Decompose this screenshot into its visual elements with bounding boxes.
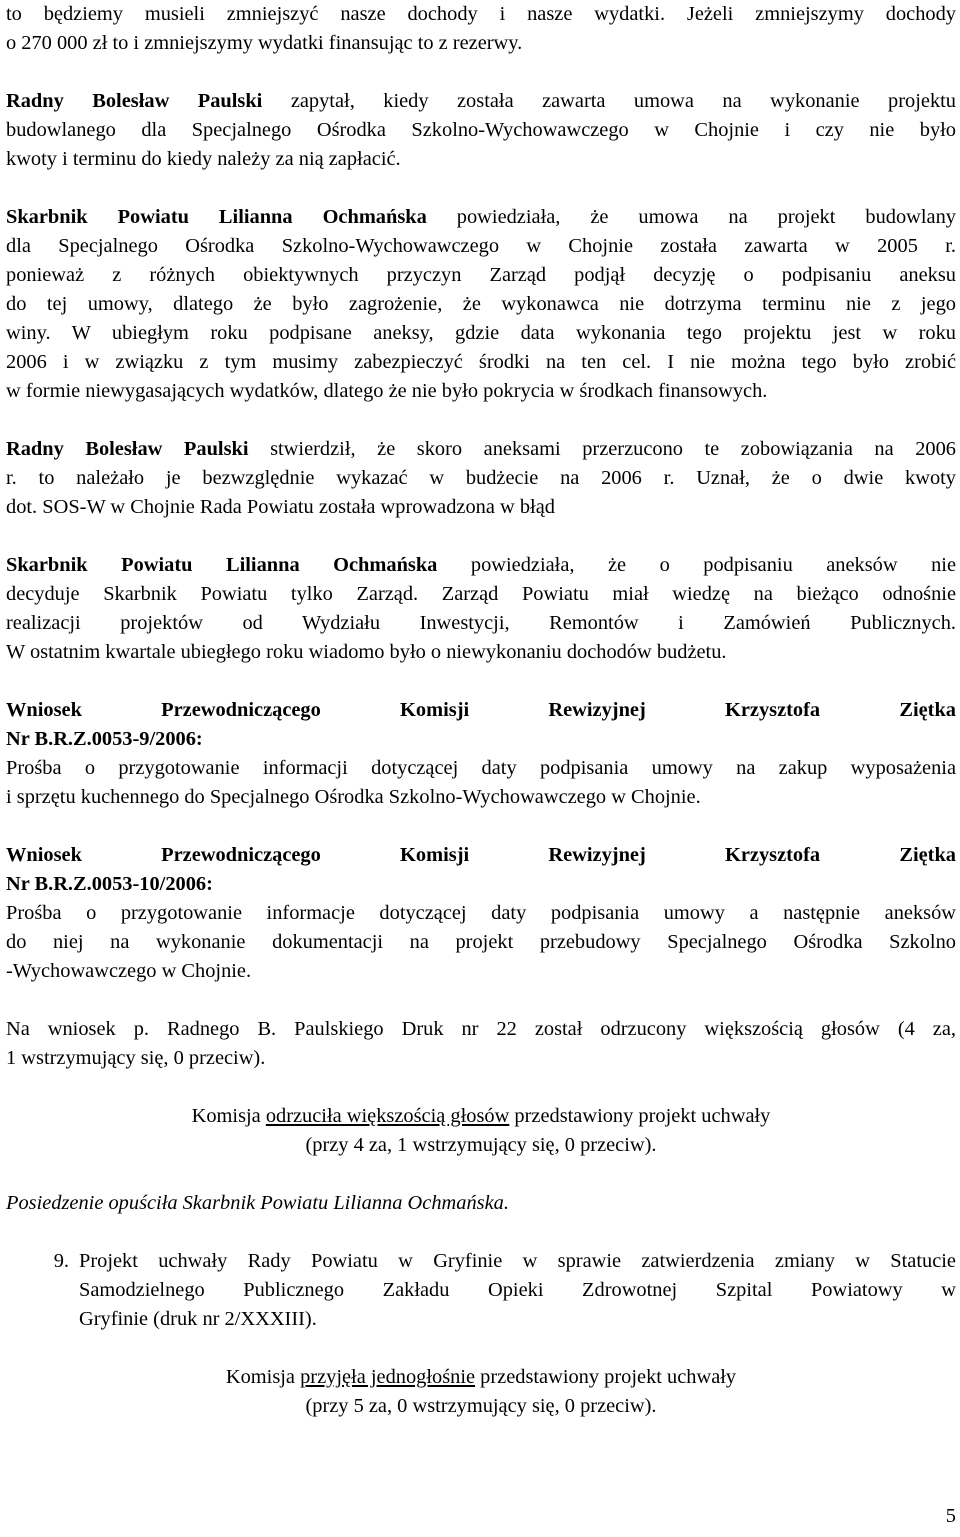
text-line: Komisja przyjęła jednogłośnie przedstawiony projekt uchwały: [225, 1366, 737, 1388]
text-line: Projekt uchwały Rady Powiatu w Gryfinie w sprawie zatwierdzenia zmiany w Statucie: [79, 1250, 956, 1272]
motion-9-2006: [6, 696, 956, 812]
motion-10-2006: [6, 841, 956, 986]
text-line: realizacji projektów od Wydziału Inwestycji, Remontów i Zamówień Publicznych.: [6, 612, 956, 634]
text-line: Samodzielnego Publicznego Zakładu Opieki Zdrowotnej Szpital Powiatowy w: [79, 1279, 956, 1301]
text-line: Prośba o przygotowanie informacji dotyczącej daty podpisania umowy na zakup wyposażenia: [6, 757, 956, 779]
text-line: to będziemy musieli zmniejszyć nasze dochody i nasze wydatki. Jeżeli zmniejszymy dochody: [6, 3, 956, 25]
vote-outcome: przyjęła jednogłośnie: [300, 1366, 476, 1388]
motion-number: Nr B.R.Z.0053-9/2006:: [6, 728, 203, 750]
vote-result-accepted: [6, 1363, 956, 1421]
text-line: Komisja odrzuciła większością głosów przedstawiony projekt uchwały: [191, 1105, 771, 1127]
text-line: (przy 4 za, 1 wstrzymujący się, 0 przeciw).: [305, 1134, 657, 1156]
text-line: Radny Bolesław Paulski stwierdził, że skoro aneksami przerzucono te zobowiązania na 2006: [6, 438, 956, 460]
motion-number: Nr B.R.Z.0053-10/2006:: [6, 873, 213, 895]
text-line: kwoty i terminu do kiedy należy za nią zapłacić.: [6, 148, 401, 170]
paragraph-ochmanska-annexes: [6, 551, 956, 667]
text-line: dla Specjalnego Ośrodka Szkolno-Wychowawczego w Chojnie została zawarta w 2005 r.: [6, 235, 956, 257]
text-line: W ostatnim kwartale ubiegłego roku wiadomo było o niewykonaniu dochodów budżetu.: [6, 641, 727, 663]
text-line: ponieważ z różnych obiektywnych przyczyn Zarząd podjął decyzję o podpisaniu aneksu: [6, 264, 956, 286]
motion-heading: Wniosek Przewodniczącego Komisji Rewizyjnej Krzysztofa Ziętka: [6, 699, 956, 721]
paragraph-druk-22-rejected: [6, 1015, 956, 1073]
text-line: 2006 i w związku z tym musimy zabezpieczyć środki na ten cel. I nie można tego było zrobić: [6, 351, 956, 373]
text-line: r. to należało je bezwzględnie wykazać w budżecie na 2006 r. Uznał, że o dwie kwoty: [6, 467, 956, 489]
text-line: -Wychowawczego w Chojnie.: [6, 960, 252, 982]
note-left-meeting: Posiedzenie opuściła Skarbnik Powiatu Lilianna Ochmańska.: [6, 1192, 509, 1214]
text-line: Skarbnik Powiatu Lilianna Ochmańska powiedziała, że umowa na projekt budowlany: [6, 206, 956, 228]
paragraph-paulski-statement: [6, 435, 956, 522]
paragraph-paulski-question: [6, 87, 956, 174]
text-line: do tej umowy, dlatego że było zagrożenie, że wykonawca nie dotrzyma terminu nie z jego: [6, 293, 956, 315]
text-line: w formie niewygasających wydatków, dlatego że nie było pokrycia w środkach finansowych.: [6, 380, 768, 402]
text-line: Radny Bolesław Paulski zapytał, kiedy została zawarta umowa na wykonanie projektu: [6, 90, 956, 112]
speaker-name: Radny Bolesław Paulski: [6, 90, 263, 112]
speaker-name: Skarbnik Powiatu Lilianna Ochmańska: [6, 206, 427, 228]
text-line: o 270 000 zł to i zmniejszymy wydatki finansując to z rezerwy.: [6, 32, 523, 54]
text-line: budowlanego dla Specjalnego Ośrodka Szkolno-Wychowawczego w Chojnie i czy nie było: [6, 119, 956, 141]
motion-heading: Wniosek Przewodniczącego Komisji Rewizyjnej Krzysztofa Ziętka: [6, 844, 956, 866]
text-line: Gryfinie (druk nr 2/XXXIII).: [79, 1308, 317, 1330]
text-line: winy. W ubiegłym roku podpisane aneksy, gdzie data wykonania tego projektu jest w roku: [6, 322, 956, 344]
vote-result-rejected: [6, 1102, 956, 1160]
speaker-name: Radny Bolesław Paulski: [6, 438, 249, 460]
text-line: Na wniosek p. Radnego B. Paulskiego Druk nr 22 został odrzucony większością głosów (4 za,: [6, 1018, 956, 1040]
agenda-item-number: 9.: [53, 1250, 69, 1272]
paragraph-ochmanska-answer: [6, 203, 956, 406]
text-line: i sprzętu kuchennego do Specjalnego Ośrodka Szkolno-Wychowawczego w Chojnie.: [6, 786, 701, 808]
page-number: 5: [945, 1505, 956, 1527]
document-page: [6, 0, 956, 1421]
paragraph-budget-intro: [6, 0, 956, 58]
text-line: Skarbnik Powiatu Lilianna Ochmańska powiedziała, że o podpisaniu aneksów nie: [6, 554, 957, 576]
vote-outcome: odrzuciła większością głosów: [265, 1105, 510, 1127]
text-line: Prośba o przygotowanie informacje dotyczącej daty podpisania umowy a następnie aneksów: [6, 902, 956, 924]
text-line: do niej na wykonanie dokumentacji na projekt przebudowy Specjalnego Ośrodka Szkolno: [6, 931, 956, 953]
text-line: dot. SOS-W w Chojnie Rada Powiatu została wprowadzona w błąd: [6, 496, 555, 518]
agenda-item-9: [6, 1247, 956, 1334]
text-line: 1 wstrzymujący się, 0 przeciw).: [6, 1047, 266, 1069]
speaker-name: Skarbnik Powiatu Lilianna Ochmańska: [6, 554, 438, 576]
text-line: decyduje Skarbnik Powiatu tylko Zarząd. Zarząd Powiatu miał wiedzę na bieżąco odnośnie: [6, 583, 956, 605]
text-line: (przy 5 za, 0 wstrzymujący się, 0 przeciw).: [305, 1395, 657, 1417]
